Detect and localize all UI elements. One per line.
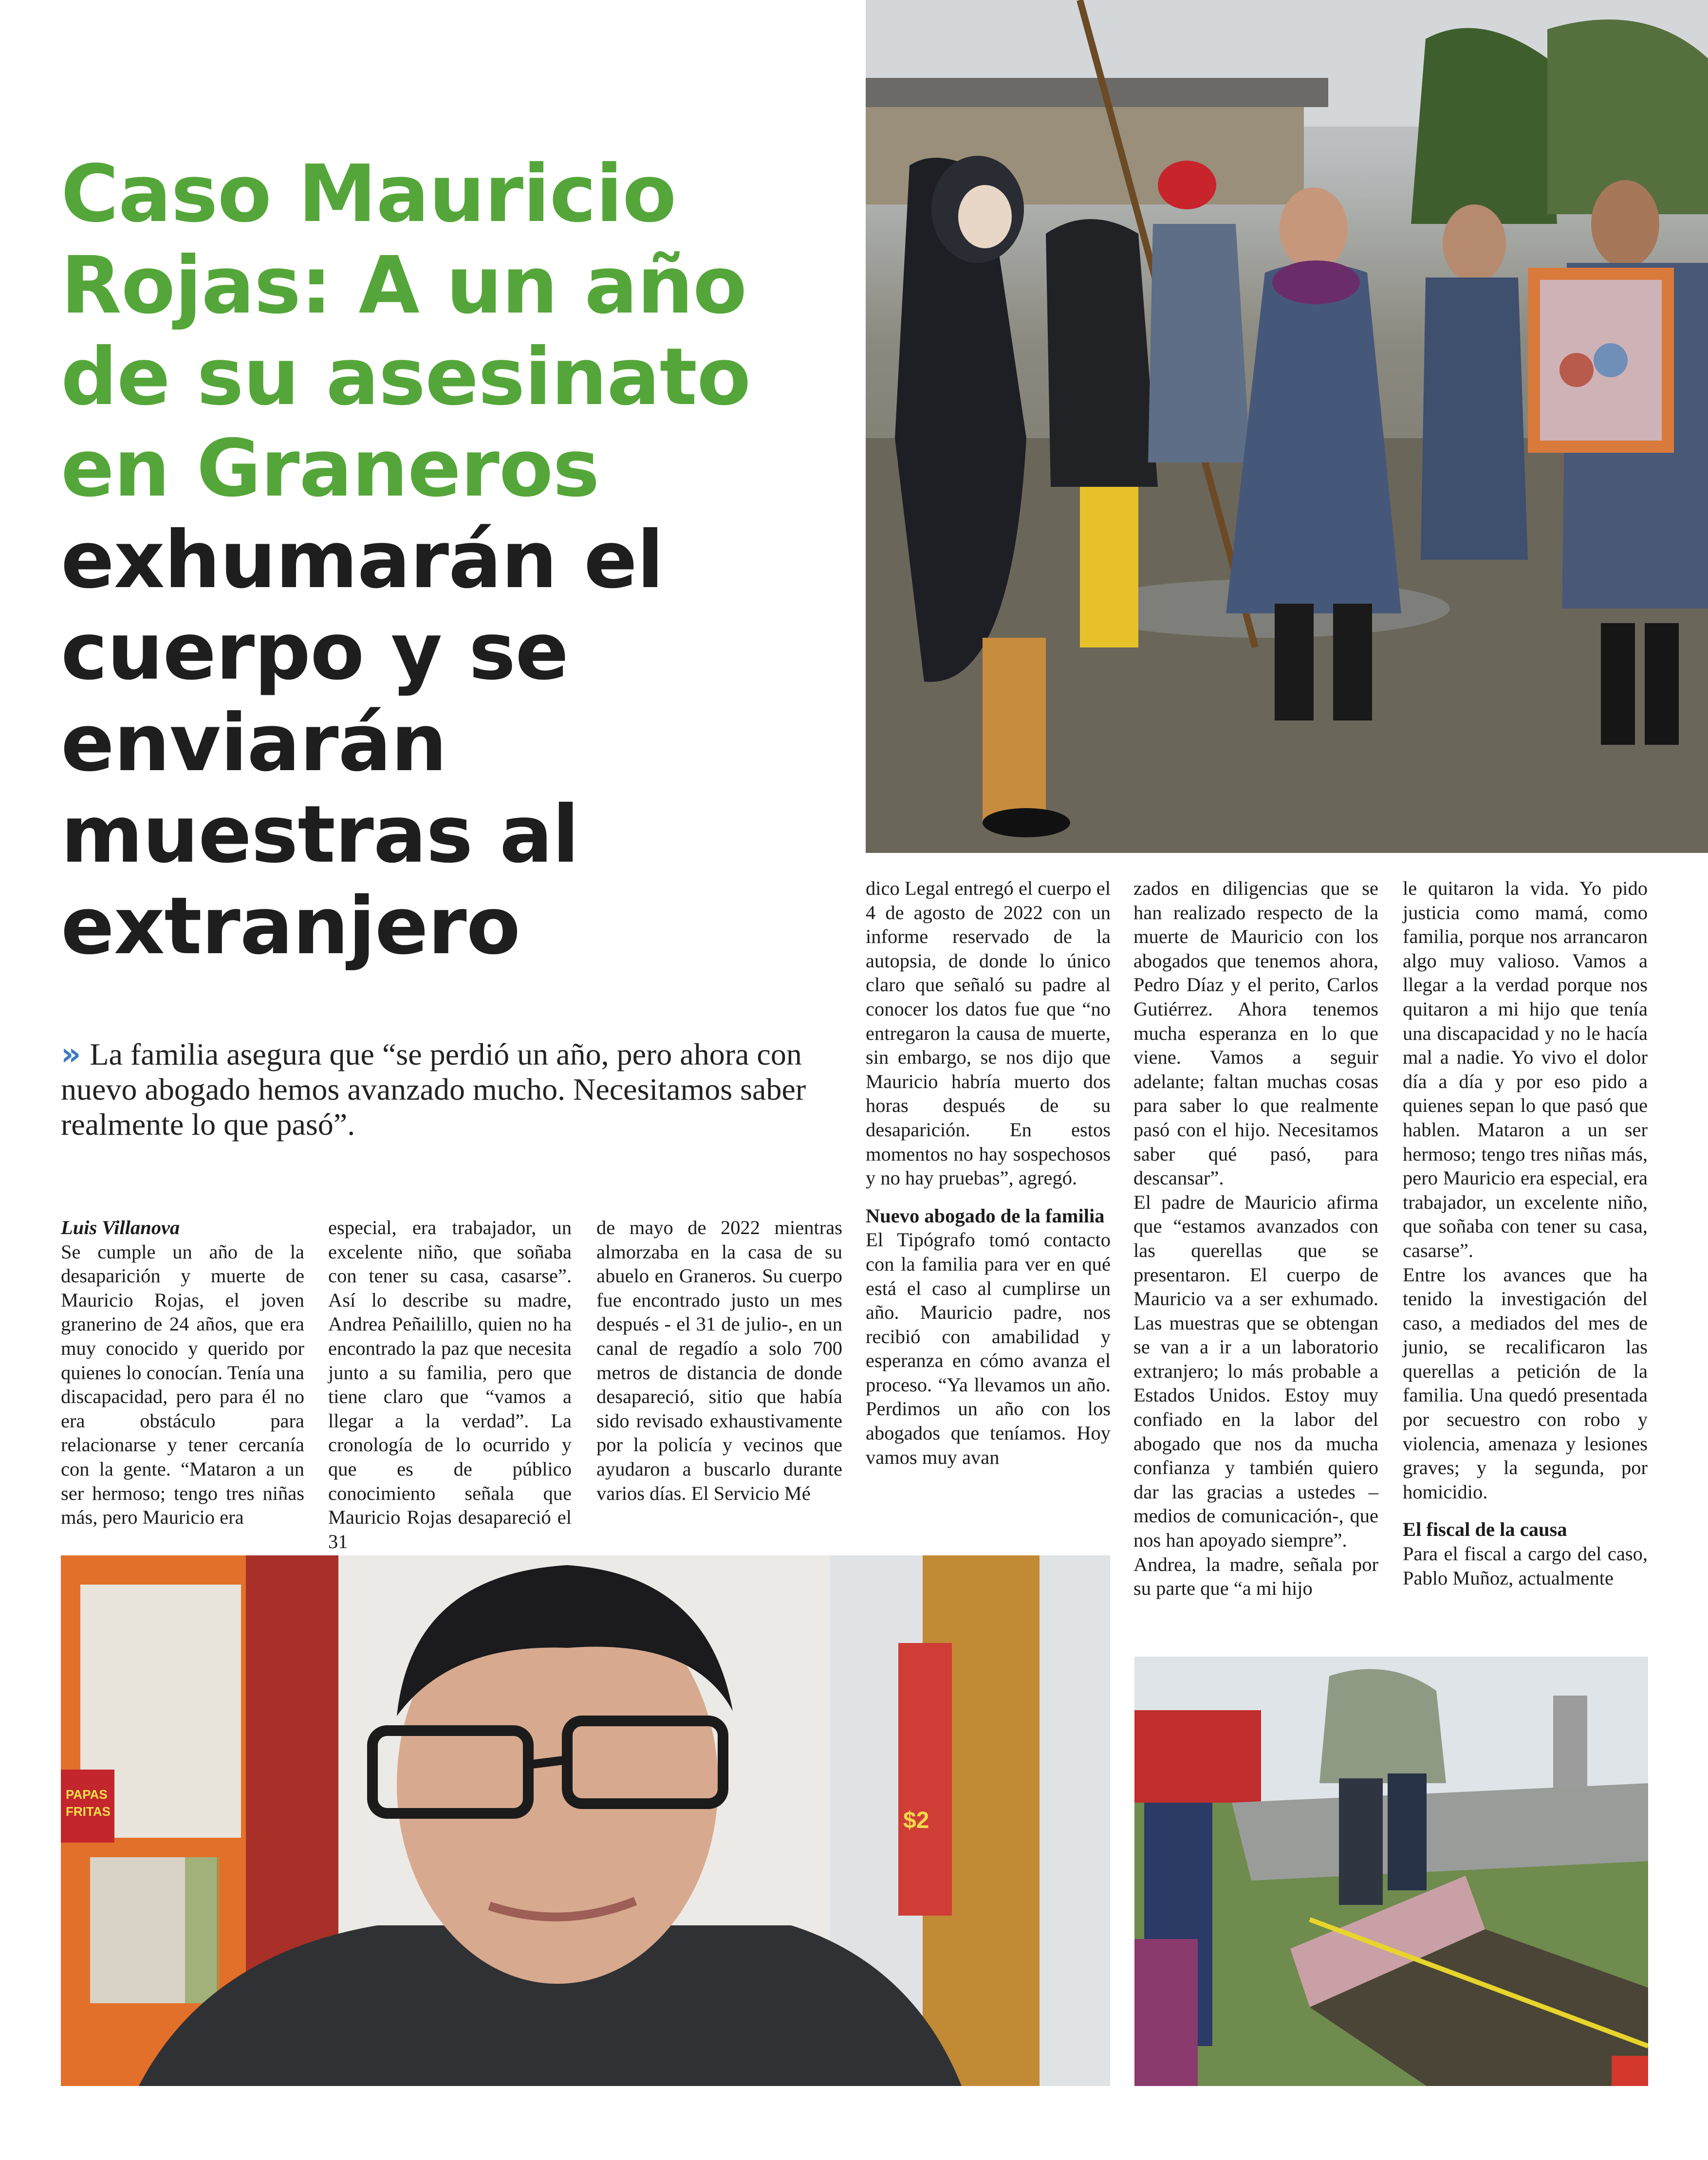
headline-black-line: muestras al bbox=[61, 789, 579, 881]
headline-green-line: de su asesinato bbox=[61, 332, 751, 423]
article-column-5 bbox=[1133, 876, 1378, 1601]
paragraph: dico Legal entregó el cuerpo el 4 de agosto de 2022 con un informe reservado de la autopsia, de donde lo único claro que señaló su padre al conocer los datos fue que “no entregaron la causa de muerte, sin embargo, se nos dijo que Mauricio habría muerto dos horas después de su desaparición. En estos momentos no hay sospechosos y no hay pruebas”, agregó. bbox=[866, 877, 1111, 1189]
paragraph: El padre de Mauricio afirma que “estamos avanzados con las querellas que se presentaron. El cuerpo de Mauricio va a ser exhumado. Las muestras que se obtengan se van a ir a un laboratorio extranjero; lo más probable a Estados Unidos. Estoy muy confiado en la labor del abogado que nos da mucha confianza y también quiero dar las gracias a ustedes – medios de comunicación-, que nos han apoyado siempre”. bbox=[1133, 1191, 1378, 1551]
article-column-6 bbox=[1403, 876, 1648, 1590]
paragraph: Se cumple un año de la desaparición y muerte de Mauricio Rojas, el joven granerino de 24 años, que era muy conocido y querido por quienes lo conocían. Tenía una discapacidad, pero para él no era obstáculo para relacionarse y tener cercanía con la gente. “Mataron a un ser hermoso; tengo tres niñas más, pero Mauricio era bbox=[61, 1240, 304, 1529]
article-column-1 bbox=[61, 1216, 304, 1530]
subheading: Nuevo abogado de la familia bbox=[866, 1204, 1105, 1227]
headline-black-line: cuerpo y se enviarán bbox=[61, 606, 569, 789]
lead-paragraph bbox=[61, 1037, 850, 1142]
paragraph: Entre los avances que ha tenido la investigación del caso, a mediados del mes de junio, se recalificaron las querellas a petición de la familia. Una quedó presentada por secuestro con robo y violencia, amenaza y lesiones graves; y la segunda, por homicidio. bbox=[1403, 1263, 1648, 1503]
price-sign-text: $2 bbox=[903, 1808, 929, 1833]
photo-family-protest-illustration bbox=[866, 0, 1708, 853]
article-column-3 bbox=[596, 1216, 842, 1505]
photo-crime-scene bbox=[1134, 1657, 1648, 2086]
headline-green-line: Caso Mauricio bbox=[61, 148, 676, 240]
lead-text: La familia asegura que “se perdió un año, pero ahora con nuevo abogado hemos avanzado mucho. Necesitamos saber realmente lo que pasó”. bbox=[61, 1037, 806, 1142]
paragraph: Para el fiscal a cargo del caso, Pablo Muñoz, actualmente bbox=[1403, 1543, 1648, 1589]
headline bbox=[61, 148, 840, 972]
photo-family-protest bbox=[866, 0, 1708, 853]
subheading: El fiscal de la causa bbox=[1403, 1518, 1567, 1541]
photo-mauricio-portrait-illustration bbox=[61, 1555, 1110, 2086]
headline-black-line: exhumarán el bbox=[61, 515, 664, 606]
paragraph: de mayo de 2022 mientras almorzaba en la casa de su abuelo en Graneros. Su cuerpo fue encontrado justo un mes después - el 31 de julio-, en un canal de regadío a solo 700 metros de distancia de donde desapareció, sitio que había sido revisado exhaustivamente por la policía y vecinos que ayudaron a buscarlo durante varios días. El Servicio Mé bbox=[596, 1217, 842, 1504]
headline-black-line: extranjero bbox=[61, 881, 520, 972]
shop-sign-text: PAPAS bbox=[66, 1787, 108, 1802]
byline: Luis Villanova bbox=[61, 1217, 180, 1238]
paragraph: le quitaron la vida. Yo pido justicia como mamá, como familia, porque nos arrancaron algo muy valioso. Vamos a llegar a la verdad porque nos quitaron a mi hijo que tenía una discapacidad y no le hacía mal a nadie. Yo vivo el dolor día a día y por eso pido a quienes sepan lo que pasó que hablen. Mataron a un ser hermoso; tengo tres niñas más, pero Mauricio era especial, era trabajador, un excelente niño, que soñaba con tener su casa, casarse”. bbox=[1403, 877, 1648, 1261]
chevron-marker-icon: » bbox=[61, 1036, 81, 1072]
article-column-2 bbox=[328, 1216, 572, 1553]
article-column-4 bbox=[866, 876, 1111, 1469]
paragraph: especial, era trabajador, un excelente niño, que soñaba con tener su casa, casarse”. Así lo describe su madre, Andrea Peñailillo, quien no ha encontrado la paz que necesita junto a su familia, pero que tiene claro que “vamos a llegar a la verdad”. La cronología de lo ocurrido y que es de público conocimiento señala que Mauricio Rojas desapareció el 31 bbox=[328, 1217, 572, 1552]
photo-mauricio-portrait bbox=[61, 1555, 1110, 2086]
paragraph: El Tipógrafo tomó contacto con la familia para ver en qué está el caso al cumplirse un año. Mauricio padre, nos recibió con amabilidad y esperanza en cómo avanza el proceso. “Ya llevamos un año. Perdimos un año con los abogados que teníamos. Hoy vamos muy avan bbox=[866, 1229, 1111, 1468]
shop-sign-text: FRITAS bbox=[66, 1804, 111, 1819]
paragraph: zados en diligencias que se han realizado respecto de la muerte de Mauricio con los abogados que tenemos ahora, Pedro Díaz y el perito, Carlos Gutiérrez. Ahora tenemos mucha esperanza en lo que viene. Vamos a seguir adelante; faltan muchas cosas para saber lo que realmente pasó con el hijo. Necesitamos saber qué pasó, para descansar”. bbox=[1133, 877, 1378, 1189]
headline-green-line: Rojas: A un año bbox=[61, 240, 747, 332]
paragraph: Andrea, la madre, señala por su parte que “a mi hijo bbox=[1133, 1553, 1378, 1600]
photo-crime-scene-illustration bbox=[1134, 1657, 1648, 2086]
headline-green-line: en Graneros bbox=[61, 423, 599, 515]
